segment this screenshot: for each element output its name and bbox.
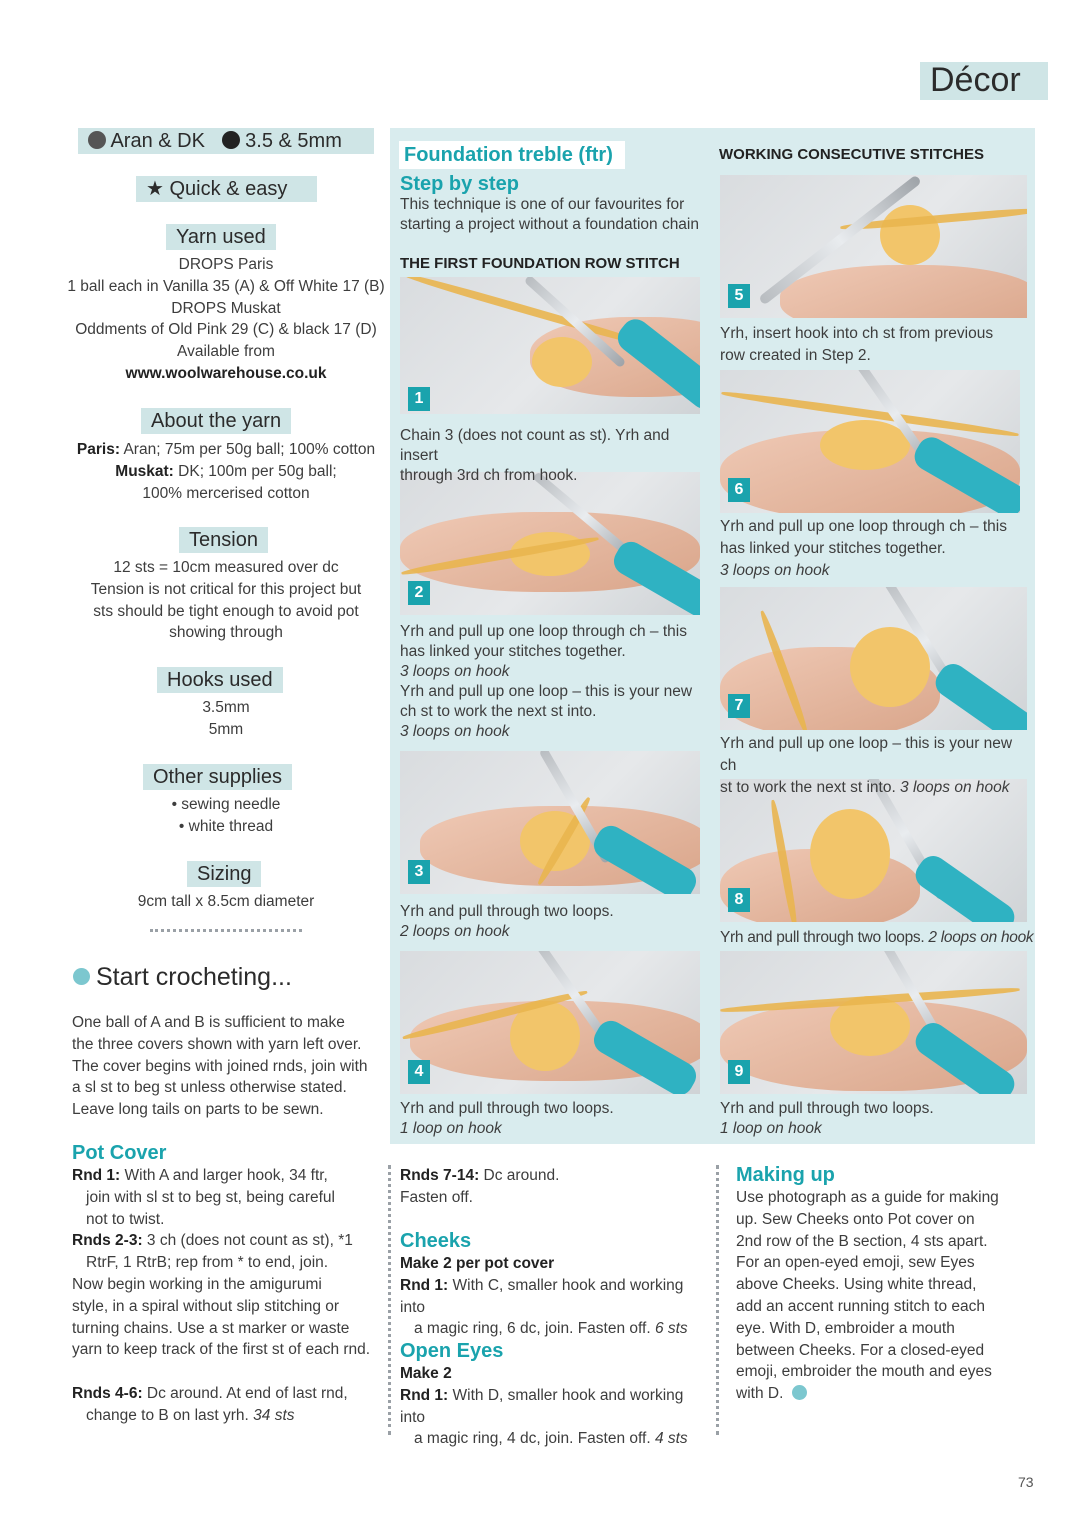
yarn-line: Available from <box>177 343 275 361</box>
step-caption-8 <box>720 928 1035 948</box>
eyes-rnd-text: With D, smaller hook and working into <box>400 1386 684 1426</box>
rnd-7-text: Dc around. <box>479 1167 560 1184</box>
difficulty-tag <box>136 176 317 202</box>
rnd-4-line: change to B on last yrh. <box>86 1406 249 1424</box>
cheeks-sts: 6 sts <box>650 1320 688 1338</box>
yarn-ball-icon <box>88 131 106 149</box>
making-up-line: 2nd row of the B section, 4 sts apart. <box>736 1232 988 1250</box>
caption-line: Yrh and pull through two loops. <box>720 929 925 946</box>
hook-sizes: 3.5 & 5mm <box>245 130 342 152</box>
tutorial-subtitle: Step by step <box>400 173 519 195</box>
yarn-weight: Aran & DK <box>110 130 205 152</box>
yarn-line: Oddments of Old Pink 29 (C) & black 17 (D) <box>75 321 377 339</box>
making-up-line: up. Sew Cheeks onto Pot cover on <box>736 1210 975 1228</box>
caption-line: Yrh and pull up one loop through ch – this <box>400 623 687 640</box>
intro-line: One ball of A and B is sufficient to make <box>72 1014 345 1031</box>
step-caption-3 <box>400 902 710 942</box>
eyes-sts: 4 sts <box>650 1430 688 1448</box>
eyes-rnd-line: a magic ring, 4 dc, join. Fasten off. <box>414 1430 651 1448</box>
step-number-4: 4 <box>408 1060 430 1084</box>
body-line: yarn to keep track of the first st of each rnd. <box>72 1341 371 1359</box>
rnd-7-label: Rnds 7-14: <box>400 1167 480 1184</box>
intro-line: a sl st to beg st unless otherwise stated. <box>72 1079 347 1097</box>
cheeks-rnd-label: Rnd 1: <box>400 1276 449 1294</box>
caption-line: ch st to work the next st into. <box>400 703 597 720</box>
tension-line: 12 sts = 10cm measured over dc <box>113 559 339 576</box>
rnd-2-label: Rnds 2-3: <box>72 1232 143 1250</box>
tension-tag: Tension <box>179 527 268 553</box>
body-line: Now begin working in the amigurumi <box>72 1275 322 1293</box>
yarn-line: 1 ball each in Vanilla 35 (A) & Off White 17 (B) <box>67 277 385 295</box>
rnd-4-sts: 34 sts <box>248 1406 295 1424</box>
step-number-6: 6 <box>728 478 750 502</box>
page-number: 73 <box>1018 1474 1034 1490</box>
column-divider <box>716 1165 719 1435</box>
yarn-line: DROPS Muskat <box>171 299 281 317</box>
caption-line: Chain 3 (does not count as st). Yrh and insert <box>400 427 670 464</box>
intro-line: starting a project without a foundation chain <box>400 216 699 233</box>
making-up-block <box>736 1187 1046 1405</box>
step-number-8: 8 <box>728 888 750 912</box>
tension-block <box>60 557 392 644</box>
hooks-block <box>60 697 392 741</box>
hook-icon <box>222 131 240 149</box>
caption-line: has linked your stitches together. <box>720 540 946 557</box>
pot-cover-pattern <box>72 1165 392 1427</box>
step-photo-4 <box>400 951 700 1094</box>
divider-dots <box>150 929 302 932</box>
tension-line: showing through <box>169 624 283 642</box>
step-number-9: 9 <box>728 1060 750 1084</box>
yarn-weight-tag <box>78 128 374 154</box>
paris-text: Aran; 75m per 50g ball; 100% cotton <box>120 441 376 458</box>
star-icon: ★ <box>146 178 164 200</box>
step-photo-8 <box>720 779 1027 922</box>
rnd-2-text: 3 ch (does not count as st), *1 <box>142 1232 353 1250</box>
supply-line: • sewing needle <box>171 796 281 813</box>
step-number-1: 1 <box>408 387 430 411</box>
eyes-block <box>400 1363 712 1450</box>
rnd-1-line: not to twist. <box>86 1210 165 1228</box>
step-caption-2 <box>400 622 710 742</box>
start-title: Start crocheting... <box>96 963 292 991</box>
intro-line: The cover begins with joined rnds, join with <box>72 1057 368 1075</box>
sizing-tag: Sizing <box>187 861 261 887</box>
supplies-block <box>60 794 392 838</box>
muskat-text: DK; 100m per 50g ball; <box>173 462 337 480</box>
caption-loops: 2 loops on hook <box>924 929 1034 946</box>
making-up-line: between Cheeks. For a closed-eyed <box>736 1341 985 1359</box>
sizing-line: 9cm tall x 8.5cm diameter <box>137 893 315 910</box>
yarn-used-block <box>60 254 392 385</box>
step-caption-6 <box>720 516 1030 582</box>
step-photo-1 <box>400 277 700 414</box>
hooks-tag: Hooks used <box>157 667 283 693</box>
supplier-link[interactable]: www.woolwarehouse.co.uk <box>125 364 327 382</box>
intro-line: the three covers shown with yarn left over. <box>72 1035 362 1053</box>
cheeks-block <box>400 1253 712 1340</box>
muskat-text-2: 100% mercerised cotton <box>142 484 310 502</box>
yarn-used-tag: Yarn used <box>166 224 276 250</box>
step-number-3: 3 <box>408 860 430 884</box>
cheeks-rnd-text: With C, smaller hook and working into <box>400 1276 684 1316</box>
tension-line: sts should be tight enough to avoid pot <box>93 602 359 620</box>
left-heading: THE FIRST FOUNDATION ROW STITCH <box>400 255 680 272</box>
end-yarn-ball-icon <box>792 1385 807 1400</box>
making-up-line: For an open-eyed emoji, sew Eyes <box>736 1254 975 1272</box>
rnd-7-line: Fasten off. <box>400 1188 473 1206</box>
caption-line: Yrh and pull through two loops. <box>720 1100 934 1117</box>
muskat-label: Muskat: <box>115 462 174 480</box>
step-caption-7 <box>720 733 1032 799</box>
step-photo-7 <box>720 587 1027 730</box>
rnd-4-text: Dc around. At end of last rnd, <box>142 1384 348 1402</box>
difficulty: Quick & easy <box>169 178 288 200</box>
about-yarn-tag: About the yarn <box>141 408 291 434</box>
tutorial-title: Foundation treble (ftr) <box>404 144 613 166</box>
right-heading: WORKING CONSECUTIVE STITCHES <box>719 146 985 163</box>
paris-label: Paris: <box>76 441 121 458</box>
caption-line: has linked your stitches together. <box>400 643 626 660</box>
step-photo-3 <box>400 751 700 894</box>
rnd-4-label: Rnds 4-6: <box>72 1384 143 1402</box>
caption-line: 3 loops on hook <box>400 663 510 680</box>
making-up-line: add an accent running stitch to each <box>736 1297 986 1315</box>
cheeks-rnd-line: a magic ring, 6 dc, join. Fasten off. <box>414 1320 651 1338</box>
caption-line: Yrh and pull through two loops. <box>400 903 614 920</box>
making-up-line: emoji, embroider the mouth and eyes <box>736 1363 992 1381</box>
eyes-title: Open Eyes <box>400 1340 504 1362</box>
step-caption-4 <box>400 1099 710 1139</box>
making-up-line: with D. <box>736 1385 784 1403</box>
caption-line: st to work the next st into. <box>720 779 896 796</box>
step-number-5: 5 <box>728 284 750 308</box>
making-up-line: above Cheeks. Using white thread, <box>736 1276 977 1294</box>
rnd-1-text: With A and larger hook, 34 ftr, <box>120 1167 328 1184</box>
about-yarn-block <box>60 439 392 504</box>
tutorial-intro <box>400 195 710 235</box>
caption-line: 1 loop on hook <box>400 1120 502 1137</box>
tension-line: Tension is not critical for this project but <box>90 580 362 598</box>
step-caption-5 <box>720 323 1030 367</box>
supplies-tag: Other supplies <box>143 764 292 790</box>
caption-line: 2 loops on hook <box>400 923 510 940</box>
caption-line: Yrh and pull up one loop – this is your new <box>400 683 693 700</box>
step-caption-9 <box>720 1099 1030 1139</box>
caption-line: through 3rd ch from hook. <box>400 467 578 484</box>
hook-line: 5mm <box>208 720 244 738</box>
column-divider <box>388 1165 391 1435</box>
making-up-title: Making up <box>736 1164 835 1186</box>
middle-column <box>400 1165 712 1209</box>
step-number-2: 2 <box>408 581 430 605</box>
pot-cover-title: Pot Cover <box>72 1142 167 1164</box>
cheeks-make: Make 2 per pot cover <box>400 1255 555 1272</box>
caption-line: Yrh, insert hook into ch st from previous <box>720 325 994 342</box>
step-photo-9 <box>720 951 1027 1094</box>
rnd-1-label: Rnd 1: <box>72 1167 121 1184</box>
caption-line: Yrh and pull through two loops. <box>400 1100 614 1117</box>
caption-line: 3 loops on hook <box>400 723 510 740</box>
hook-line: 3.5mm <box>202 699 250 716</box>
body-line: style, in a spiral without slip stitching or <box>72 1297 340 1315</box>
rnd-2-line: RtrF, 1 RtrB; rep from * to end, join. <box>86 1254 329 1272</box>
caption-line: 3 loops on hook <box>720 562 830 579</box>
step-caption-1 <box>400 426 710 486</box>
eyes-make: Make 2 <box>400 1365 452 1382</box>
section-title: Décor <box>930 61 1021 99</box>
step-photo-6 <box>720 370 1020 513</box>
intro-line: This technique is one of our favourites for <box>400 196 685 213</box>
supply-line: • white thread <box>178 817 274 835</box>
yarn-ball-bullet-icon <box>73 968 90 985</box>
making-up-line: Use photograph as a guide for making <box>736 1189 999 1206</box>
yarn-line: DROPS Paris <box>178 256 274 273</box>
intro-line: Leave long tails on parts to be sewn. <box>72 1101 324 1119</box>
caption-loops: 3 loops on hook <box>895 779 1010 796</box>
caption-line: 1 loop on hook <box>720 1120 822 1137</box>
sizing-block <box>60 891 392 913</box>
body-line: turning chains. Use a st marker or waste <box>72 1319 350 1337</box>
step-number-7: 7 <box>728 694 750 718</box>
making-up-line: eye. With D, embroider a mouth <box>736 1319 955 1337</box>
caption-line: Yrh and pull up one loop through ch – this <box>720 518 1007 535</box>
caption-line: Yrh and pull up one loop – this is your new ch <box>720 735 1013 774</box>
step-photo-2 <box>400 472 700 615</box>
cheeks-title: Cheeks <box>400 1230 472 1252</box>
eyes-rnd-label: Rnd 1: <box>400 1386 449 1404</box>
rnd-1-line: join with sl st to beg st, being careful <box>86 1188 335 1206</box>
caption-line: row created in Step 2. <box>720 347 871 364</box>
start-intro <box>72 1012 392 1121</box>
step-photo-5 <box>720 175 1027 318</box>
